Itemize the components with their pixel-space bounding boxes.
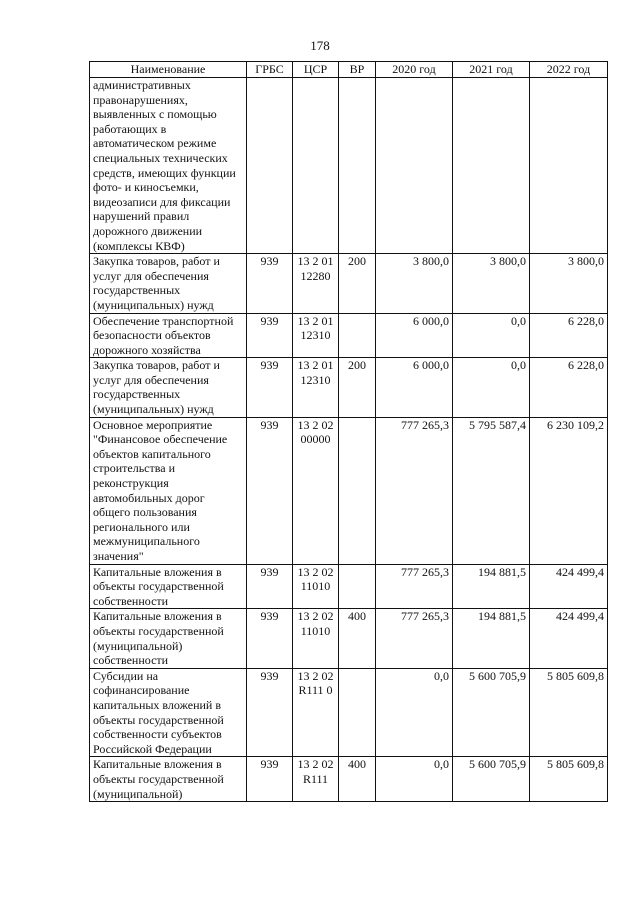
cell-name: Субсидии на софинансирование капитальных вложений в объекты государственной собственности субъектов Российской Федерации [90,668,247,757]
cell-csr: 13 2 01 12310 [293,358,339,417]
table-row [90,757,608,802]
table-row [90,417,608,564]
cell-y2021: 0,0 [453,313,530,358]
cell-name: Основное мероприятие "Финансовое обеспечение объектов капитального строительства и реконструкция автомобильных дорог общего пользования регионального или межмуниципального значения" [90,417,247,564]
cell-vr: 200 [339,254,376,313]
cell-y2021 [453,78,530,254]
cell-y2020: 0,0 [376,757,453,802]
cell-y2020: 6 000,0 [376,313,453,358]
cell-y2022: 424 499,4 [530,564,608,609]
cell-y2021: 5 600 705,9 [453,757,530,802]
cell-y2022: 6 228,0 [530,358,608,417]
cell-y2022 [530,78,608,254]
cell-grbs [247,78,293,254]
budget-table [89,61,608,802]
table-row [90,668,608,757]
cell-vr [339,417,376,564]
cell-name: административных правонарушениях, выявленных с помощью работающих в автоматическом режиме специальных технических средств, имеющих функции фото- и киносъемки, видеозаписи для фиксации нарушений правил дорожного движении (комплексы КВФ) [90,78,247,254]
cell-vr [339,564,376,609]
page-number: 178 [310,38,330,53]
cell-vr [339,78,376,254]
header-csr: ЦСР [293,62,339,78]
cell-csr: 13 2 02 R111 [293,757,339,802]
cell-y2020: 777 265,3 [376,417,453,564]
cell-vr [339,668,376,757]
cell-grbs: 939 [247,358,293,417]
cell-name: Капитальные вложения в объекты государственной (муниципальной) собственности [90,609,247,668]
table-row [90,609,608,668]
cell-csr: 13 2 02 11010 [293,564,339,609]
cell-name: Закупка товаров, работ и услуг для обеспечения государственных (муниципальных) нужд [90,358,247,417]
cell-grbs: 939 [247,254,293,313]
cell-y2020: 6 000,0 [376,358,453,417]
cell-y2020: 777 265,3 [376,609,453,668]
header-name: Наименование [90,62,247,78]
table-row [90,358,608,417]
table-header-row [90,62,608,78]
cell-csr [293,78,339,254]
header-2021: 2021 год [453,62,530,78]
cell-name: Закупка товаров, работ и услуг для обеспечения государственных (муниципальных) нужд [90,254,247,313]
cell-vr: 400 [339,609,376,668]
header-2020: 2020 год [376,62,453,78]
cell-y2022: 424 499,4 [530,609,608,668]
cell-y2022: 6 228,0 [530,313,608,358]
cell-y2020: 0,0 [376,668,453,757]
cell-grbs: 939 [247,668,293,757]
cell-grbs: 939 [247,313,293,358]
cell-name: Обеспечение транспортной безопасности объектов дорожного хозяйства [90,313,247,358]
cell-y2022: 5 805 609,8 [530,757,608,802]
cell-vr: 200 [339,358,376,417]
table-row [90,78,608,254]
cell-grbs: 939 [247,757,293,802]
cell-y2020 [376,78,453,254]
header-2022: 2022 год [530,62,608,78]
cell-y2021: 5 795 587,4 [453,417,530,564]
cell-csr: 13 2 01 12310 [293,313,339,358]
cell-csr: 13 2 02 R111 0 [293,668,339,757]
cell-vr: 400 [339,757,376,802]
cell-grbs: 939 [247,417,293,564]
cell-y2021: 194 881,5 [453,564,530,609]
cell-y2021: 0,0 [453,358,530,417]
table-row [90,313,608,358]
header-grbs: ГРБС [247,62,293,78]
cell-vr [339,313,376,358]
header-vr: ВР [339,62,376,78]
table-row [90,564,608,609]
cell-y2021: 3 800,0 [453,254,530,313]
cell-y2022: 6 230 109,2 [530,417,608,564]
cell-name: Капитальные вложения в объекты государственной (муниципальной) [90,757,247,802]
cell-grbs: 939 [247,609,293,668]
cell-grbs: 939 [247,564,293,609]
cell-y2022: 5 805 609,8 [530,668,608,757]
cell-csr: 13 2 02 11010 [293,609,339,668]
cell-name: Капитальные вложения в объекты государственной собственности [90,564,247,609]
cell-csr: 13 2 02 00000 [293,417,339,564]
cell-y2020: 777 265,3 [376,564,453,609]
cell-y2021: 194 881,5 [453,609,530,668]
table-row [90,254,608,313]
cell-csr: 13 2 01 12280 [293,254,339,313]
cell-y2021: 5 600 705,9 [453,668,530,757]
cell-y2020: 3 800,0 [376,254,453,313]
cell-y2022: 3 800,0 [530,254,608,313]
